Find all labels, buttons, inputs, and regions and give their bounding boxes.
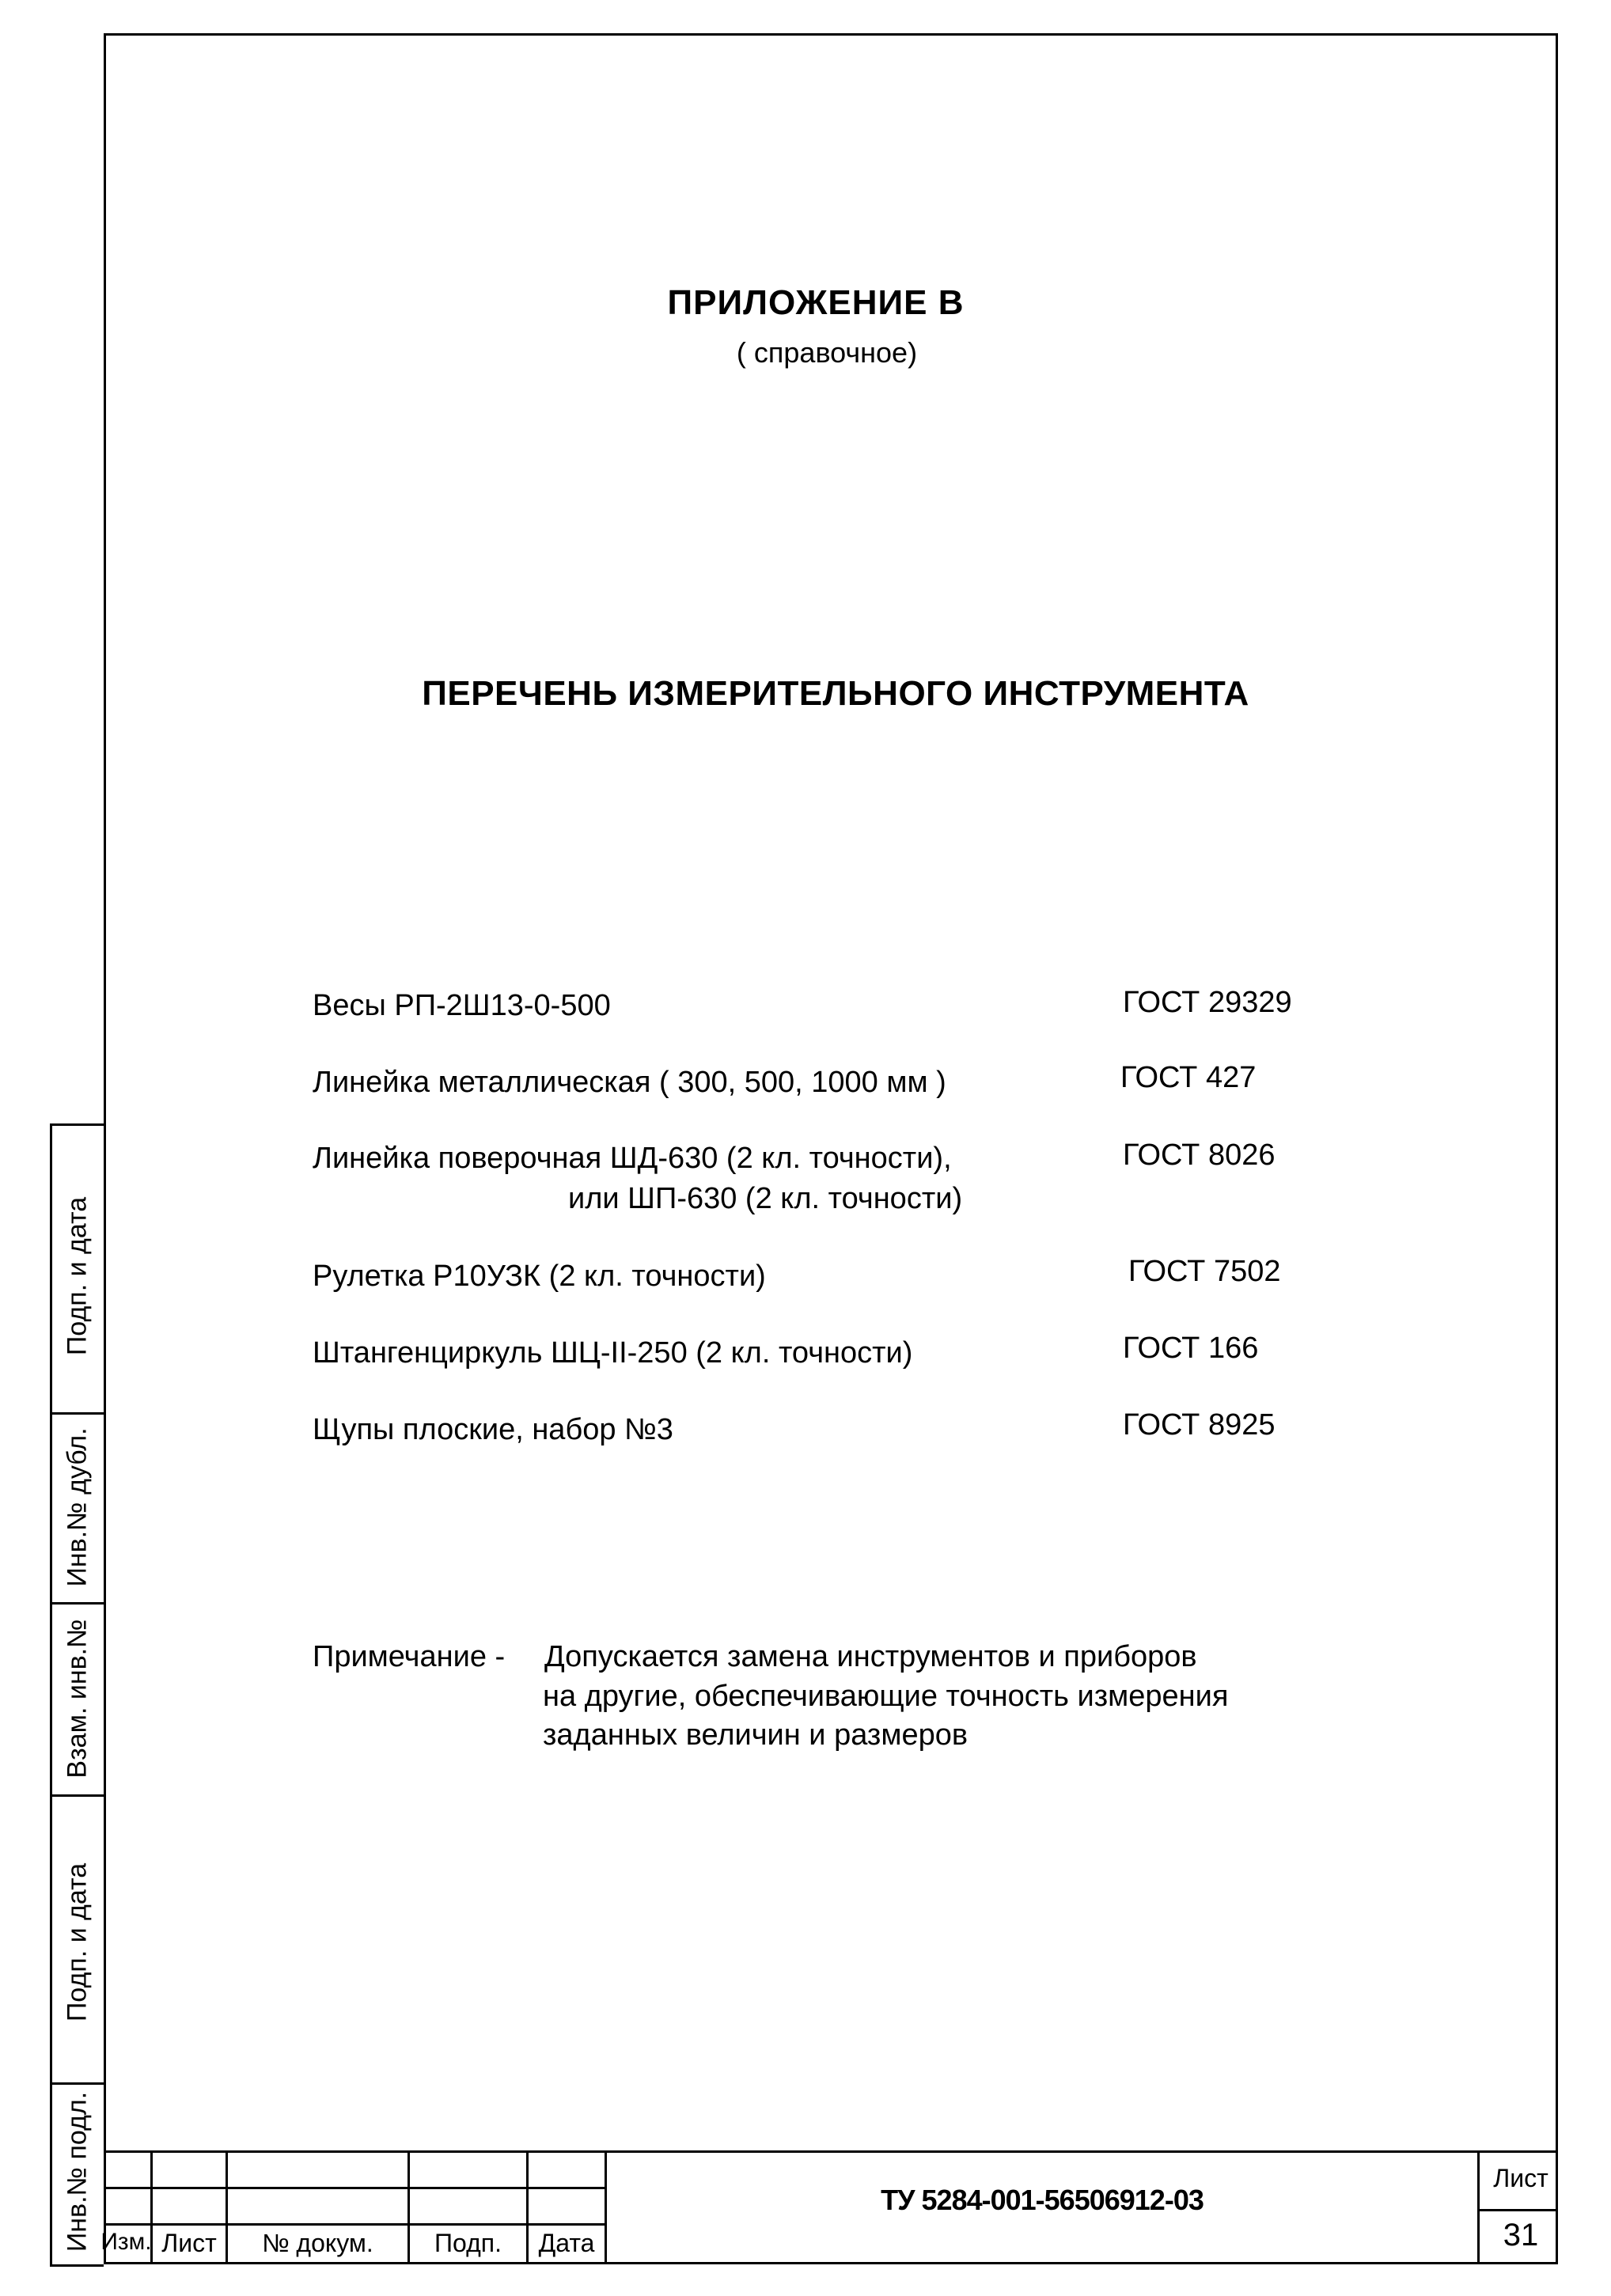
instrument-name-continued: или ШП-630 (2 кл. точности) <box>568 1182 963 1215</box>
side-stamp-label: Инв.№ подл. <box>62 2091 93 2252</box>
note-line: заданных величин и размеров <box>543 1718 968 1752</box>
title-block-line <box>104 2187 607 2189</box>
instrument-name: Штангенциркуль ШЦ-II-250 (2 кл. точности) <box>313 1336 913 1370</box>
column-label-document: № докум. <box>262 2229 373 2257</box>
instrument-standard: ГОСТ 427 <box>1120 1061 1257 1094</box>
instrument-name: Рулетка Р10УЗК (2 кл. точности) <box>313 1260 766 1293</box>
sheet-label: Лист <box>1493 2164 1548 2192</box>
side-stamp-label: Подп. и дата <box>62 1196 93 1356</box>
section-heading: ПЕРЕЧЕНЬ ИЗМЕРИТЕЛЬНОГО ИНСТРУМЕНТА <box>422 674 1249 713</box>
title-block-line <box>104 2223 607 2226</box>
instrument-standard: ГОСТ 8026 <box>1123 1139 1276 1172</box>
title-block-line <box>1477 2209 1558 2211</box>
column-label-date: Дата <box>538 2229 595 2257</box>
instrument-name: Весы РП-2Ш13-0-500 <box>313 989 611 1022</box>
column-label-change: Изм. <box>100 2229 152 2255</box>
document-code: ТУ 5284-001-56506912-03 <box>881 2184 1204 2216</box>
column-label-sheet: Лист <box>161 2229 217 2257</box>
title-block-line <box>104 2150 1558 2153</box>
note-line: Допускается замена инструментов и приборов <box>544 1640 1197 1673</box>
note-line: на другие, обеспечивающие точность измерения <box>543 1680 1229 1713</box>
sheet-number: 31 <box>1503 2218 1539 2252</box>
instrument-standard: ГОСТ 7502 <box>1128 1255 1281 1288</box>
instrument-name: Линейка поверочная ШД-630 (2 кл. точности), <box>313 1142 952 1175</box>
side-stamp-label: Взам. инв.№ <box>62 1619 93 1779</box>
note-label: Примечание - <box>313 1640 506 1673</box>
column-label-signature: Подп. <box>434 2229 502 2257</box>
side-stamp-label: Инв.№ дубл. <box>62 1427 93 1587</box>
instrument-standard: ГОСТ 29329 <box>1123 986 1292 1019</box>
instrument-name: Щупы плоские, набор №3 <box>313 1413 673 1446</box>
appendix-title: ПРИЛОЖЕНИЕ В <box>667 283 965 322</box>
instrument-standard: ГОСТ 166 <box>1123 1332 1259 1365</box>
instrument-standard: ГОСТ 8925 <box>1123 1408 1276 1442</box>
instrument-name: Линейка металлическая ( 300, 500, 1000 мм ) <box>313 1066 946 1099</box>
side-stamp-label: Подп. и дата <box>62 1862 93 2022</box>
title-block-line <box>1477 2150 1480 2264</box>
appendix-subtitle: ( справочное) <box>736 336 918 369</box>
